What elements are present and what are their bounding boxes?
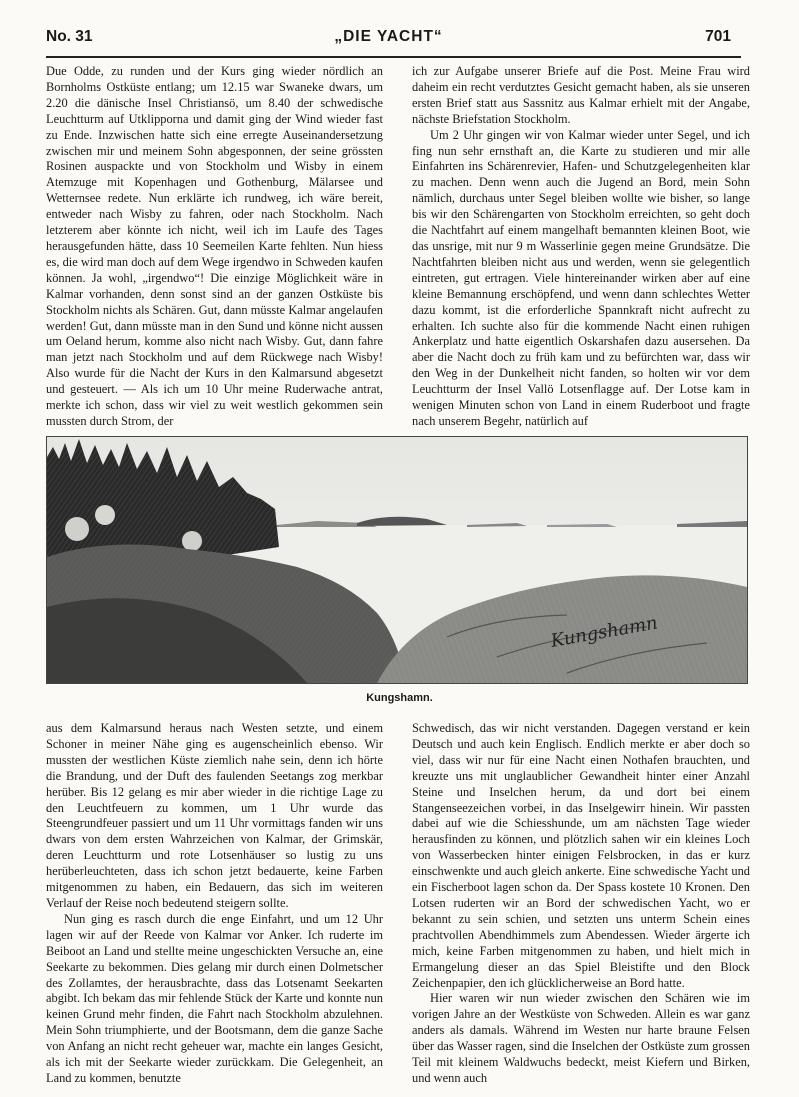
paragraph: Schwedisch, das wir nicht verstanden. Dagegen verstand er kein Deutsch und auch kein Englisch. Endlich merkte er aber doch so viel, dass wir nur für eine Nacht einen Nothafen brauchten, und kreuzte uns mit unglaublicher Gewandheit hinter einer Anzahl Steine und Inselchen herum, da und dort bei einem Stangenseezeichen vorbei, in das Inselgewirr hinein. Wir passten dabei auf wie die Schiesshunde, um am nächsten Tage wieder herausfinden zu können, und plötzlich sahen wir ein kleines Loch von Wasserbecken hinter einigen Felsbrocken, in das er kurz einschwenkte und auch gleich ankerte. Eine schwedische Yacht und ein Fischerboot lagen schon da. Der Spass kostete 10 Kronen. Den Lotsen ruderten wir an Bord der schwedischen Yacht, wo er bekannt zu sein schien, und setzten uns unterm Schein eines prachtvollen Abendhimmels zum Abendessen. Wieder ärgerte ich mich, keine Farben mitgenommen zu haben, und hielt mich in Ermangelung dieser an das Spiel Bleistifte und den Block Zeichenpapier, den ich glücklicherweise an Bord hatte. bbox=[412, 721, 750, 990]
column-top-left bbox=[46, 64, 383, 430]
figure-caption: Kungshamn. bbox=[366, 692, 433, 704]
header-rule bbox=[46, 56, 741, 58]
page-header bbox=[46, 28, 731, 54]
magazine-title: „DIE YACHT“ bbox=[334, 28, 443, 45]
paragraph: ich zur Aufgabe unserer Briefe auf die Post. Meine Frau wird daheim ein recht verdutztes Gesicht gemacht haben, als sie unseren ersten Brief statt aus Sassnitz aus Kalmar erhielt mit der Angabe, nächste Briefstation Stockholm. bbox=[412, 64, 750, 126]
paragraph: aus dem Kalmarsund heraus nach Westen setzte, und einem Schoner in meiner Nähe ging es augenscheinlich ebenso. Wir mussten der westlichen Küste ziemlich nahe sein, denn ich hörte die Brandung, und der Duft des faulenden Seetangs zog merkbar herüber. Bis 12 gelang es mir aber wieder in die richtige Lage zu den Leuchtfeuern zu kommen, um 1 Uhr wurde das Steengrundfeuer passiert und um 11 Uhr vormittags fanden wir uns dwars von dem ersten Wahrzeichen von Kalmar, der Grimskär, deren Leuchtturm und rote Lotsenhäuser so lustig zu uns herüberleuchteten, dass ich schon jetzt bedauerte, keine Farben mitgenommen zu haben, ein Bedauern, das sich im weiteren Verlauf der Reise noch bedeutend steigern sollte. bbox=[46, 721, 383, 910]
illustration-kungshamn bbox=[46, 436, 748, 684]
paragraph: Um 2 Uhr gingen wir von Kalmar wieder unter Segel, und ich fing nun sehr ernsthaft an, die Karte zu studieren und mir alle Einfahrten ins Schärenrevier, Hafen- und Schutzgelegenheiten klar zu machen. Denn wenn auch die Jugend an Bord, mein Sohn nämlich, durchaus unter Segel bleiben wollte wie bisher, so lange bis wir den Schärengarten von Stockholm erreichten, so geht doch die Nachtfahrt auf einem mangelhaft bemannten kleinen Boot, wie das unsrige, mit nur 9 m Wasserlinie gegen meine Grundsätze. Die Nachtfahrten bleiben nicht aus und werden, wenn sie gelegentlich eintreten, gut ertragen. Viele hintereinander wirken aber auf eine kleine Bemannung erschöpfend, und wenn dann schlechtes Wetter dazu kommt, ist die erforderliche Spannkraft nicht aufrecht zu erhalten. Ich suchte also für die kommende Nacht einen ruhigen Ankerplatz und hatte eigentlich Oskarshafen dazu ausersehen. Da aber die Nacht doch zu früh kam und zu befürchten war, dass wir den Weg in der Dunkelheit nicht fanden, so holten wir vor dem Leuchtturm der Insel Vallö Lotsenflagge auf. Der Lotse kam in wenigen Minuten schon von Land in einem Ruderboot und fragte nach unserem Begehr, natürlich auf bbox=[412, 127, 750, 428]
artist-signature: Kungshamn bbox=[549, 612, 660, 652]
paragraph: Due Odde, zu runden und der Kurs ging wieder nördlich an Bornholms Ostküste entlang; um 12.15 war Swaneke dwars, um 2.20 die dänische Insel Christiansö, um 8.40 der schwedische Leuchtturm auf Utklipporna und damit ging der Wind wieder fast zu Ende. Inzwischen hatte sich eine erregte Auseinandersetzung zwischen mir und meinem Sohn abgesponnen, der seine grössten Rosinen auspackte und von Stockholm und Wisby in einem Atemzuge mit Kopenhagen und Gothenburg, Mälarsee und Wetternsee redete. Nun erklärte ich rundweg, ich wäre bereit, entweder nach Wisby zu fahren, oder nach Stockholm. Nach letzterem aber könnte ich nicht, weil ich im Laufe des Tages herausgefunden hätte, dass 10 Seemeilen Karte fehlten. Nun hiess es, die wird man doch auf dem Wege irgendwo in Schweden kaufen können. Ja wohl, „irgendwo“! Die einzige Möglichkeit wäre in Kalmar vorhanden, denn sonst sind an der ganzen Ostküste bis Stockholm nichts als Schären. Gut, dann müsste Kalmar angelaufen werden! Gut, dann müsste man in den Sund und könne nicht aussen um Oeland herum, komme also nicht nach Wisby. Gut, dann fahre man jetzt nach Stockholm und auf dem Rückwege nach Wisby! Also wurde für die Nacht der Kurs in den Kalmarsund abgesetzt und gesteuert. — Als ich um 10 Uhr meine Ruderwache antrat, merkte ich schon, dass wir viel zu weit westlich gekommen sein mussten durch Strom, der bbox=[46, 64, 383, 428]
sketch-image bbox=[47, 437, 747, 683]
paragraph: Nun ging es rasch durch die enge Einfahrt, und um 12 Uhr lagen wir auf der Reede von Kalmar vor Anker. Ich ruderte im Beiboot an Land und stellte meine ungeschickten Versuche an, eine Seekarte zu bekommen. Dies gelang mir durch einen Dolmetscher des Zollamtes, der herausbrachte, dass das Lotsenamt Seekarten abgibt. Ich bekam das mir fehlende Stück der Karte und konnte nun keinen Grund mehr finden, die Fahrt nach Stockholm abzulehnen. Mein Sohn triumphierte, und der Bootsmann, dem die ganze Sache von Anfang an nicht recht geheuer war, machte ein langes Gesicht, als ich mit der Seekarte wieder zurückkam. Die Gelegenheit, an Land zu kommen, benutzte bbox=[46, 911, 383, 1085]
page-number: 701 bbox=[705, 28, 731, 45]
issue-number: No. 31 bbox=[46, 28, 93, 45]
column-top-right bbox=[412, 64, 750, 430]
paragraph: Hier waren wir nun wieder zwischen den Schären wie im vorigen Jahre an der Westküste von Schweden. Allein es war ganz anders als damals. Während im Westen nur harte braune Felsen über das Wasser ragen, sind die Inselchen der Ostküste zum grossen Teil mit kleinem Waldwuchs bedeckt, meist Kiefern und Birken, und wenn auch bbox=[412, 991, 750, 1085]
column-bottom-right bbox=[412, 721, 750, 1087]
column-bottom-left bbox=[46, 721, 383, 1087]
